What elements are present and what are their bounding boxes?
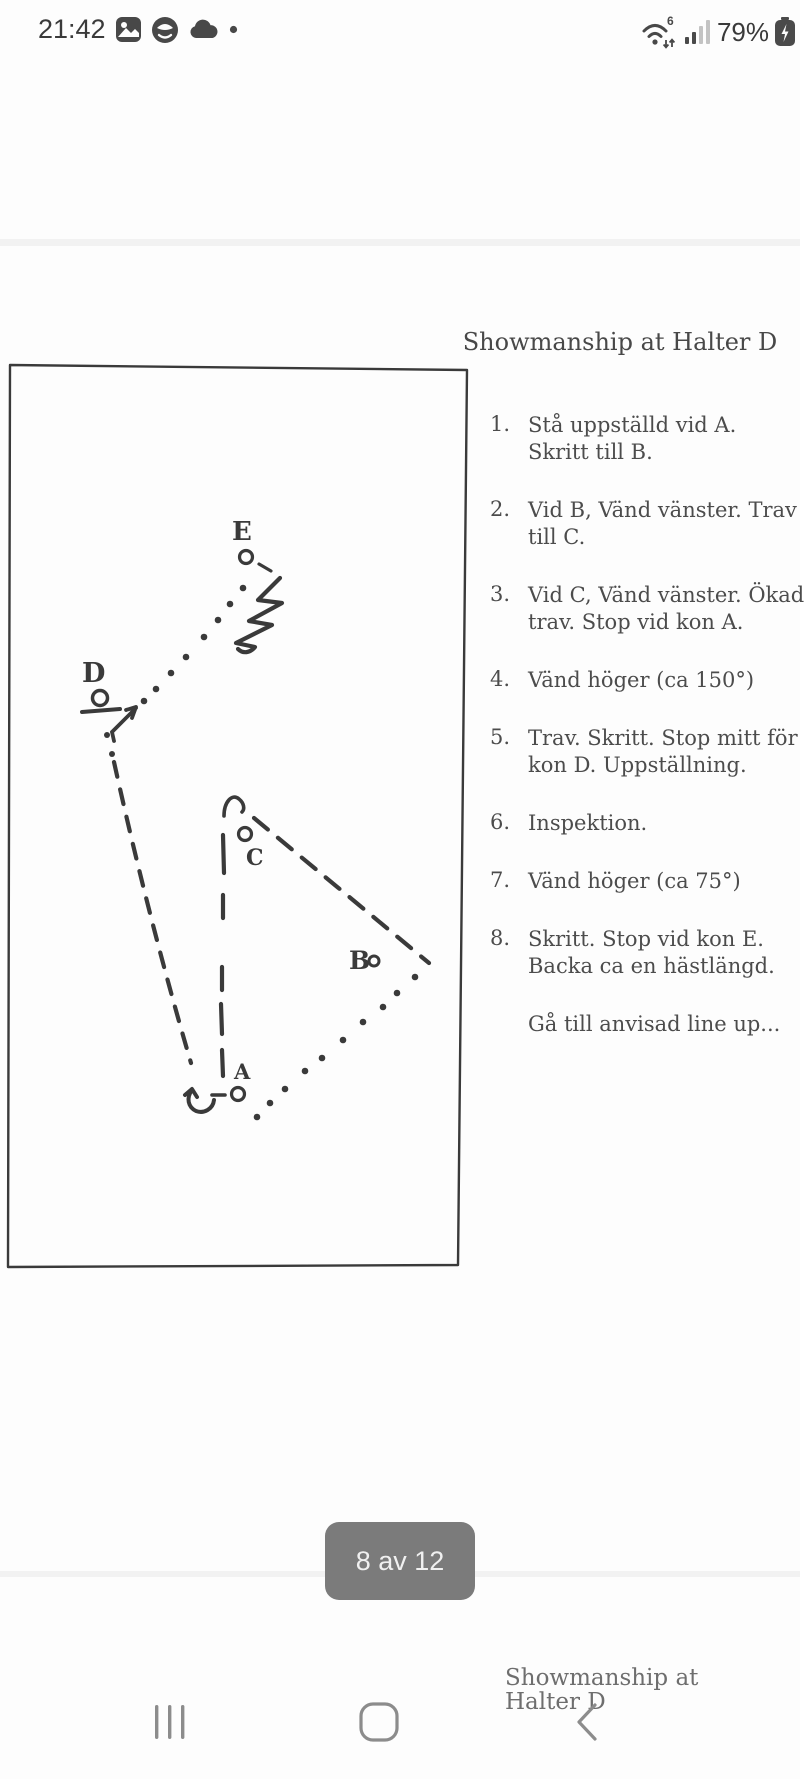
svg-text:6: 6	[666, 14, 674, 28]
notification-dot-icon	[229, 25, 238, 34]
instruction-list	[490, 412, 804, 1038]
home-button[interactable]	[344, 1690, 414, 1754]
cone-e	[240, 551, 253, 564]
cone-label-e: E	[232, 517, 252, 547]
dashed-line-a-c	[221, 835, 224, 1076]
dashed-line-c-b	[254, 818, 429, 963]
turn-hook-a	[185, 1089, 214, 1112]
emoji-face-icon	[151, 16, 179, 44]
direction-arrow-d	[112, 707, 136, 741]
next-page-preview: Showmanship at Halter D	[505, 1665, 699, 1715]
arena-border	[8, 365, 467, 1267]
instruction-item-6: 6. Inspektion.	[490, 810, 648, 835]
cloud-icon	[188, 18, 220, 42]
dotted-line-b-a	[254, 974, 419, 1121]
cone-c	[239, 828, 252, 841]
instruction-item-4: 4. Vänd höger (ca 150°)	[490, 667, 755, 692]
cone-a	[232, 1088, 245, 1101]
instruction-item-5: 5. Trav. Skritt. Stop mitt för kon D. Uppställning.	[490, 725, 798, 777]
cone-label-b: B	[349, 946, 371, 975]
recents-button[interactable]	[135, 1690, 205, 1754]
cone-b	[369, 956, 379, 966]
dashed-line-d-a	[114, 762, 191, 1063]
turn-hook-c	[224, 797, 244, 816]
pattern-diagram	[8, 360, 473, 1275]
cone-d	[93, 691, 108, 706]
wifi-6-icon	[638, 14, 680, 50]
instruction-item-2: 2. Vid B, Vänd vänster. Trav till C.	[490, 497, 797, 549]
back-chevron-icon	[575, 1702, 599, 1742]
instruction-item-7: 7. Vänd höger (ca 75°)	[490, 868, 741, 893]
cone-label-d: D	[82, 658, 106, 689]
battery-percent: 79%	[716, 16, 769, 47]
page-separator	[0, 239, 800, 246]
instruction-item-3: 3. Vid C, Vänd vänster. Ökad trav. Stop vid kon A.	[490, 582, 804, 634]
gallery-icon	[115, 16, 142, 43]
closing-line: Gå till anvisad line up...	[528, 1012, 781, 1036]
signal-strength-icon	[685, 19, 712, 45]
status-bar	[0, 0, 800, 62]
instruction-item-1: 1. Stå uppställd vid A. Skritt till B.	[490, 412, 737, 464]
cone-label-c: C	[246, 845, 264, 871]
recents-icon	[153, 1704, 187, 1740]
navigation-bar	[0, 1690, 800, 1760]
home-icon	[358, 1701, 400, 1743]
page-title: Showmanship at Halter D	[462, 328, 778, 356]
cone-label-a: A	[234, 1059, 251, 1084]
back-button[interactable]	[552, 1690, 622, 1754]
clock: 21:42	[38, 14, 106, 44]
page-indicator-badge	[325, 1522, 475, 1600]
instruction-item-8: 8. Skritt. Stop vid kon E. Backa ca en hästlängd.	[490, 926, 775, 978]
battery-charging-icon	[774, 17, 796, 47]
page-indicator-text: 8 av 12	[355, 1545, 445, 1576]
dotted-line-e-d	[141, 585, 247, 705]
